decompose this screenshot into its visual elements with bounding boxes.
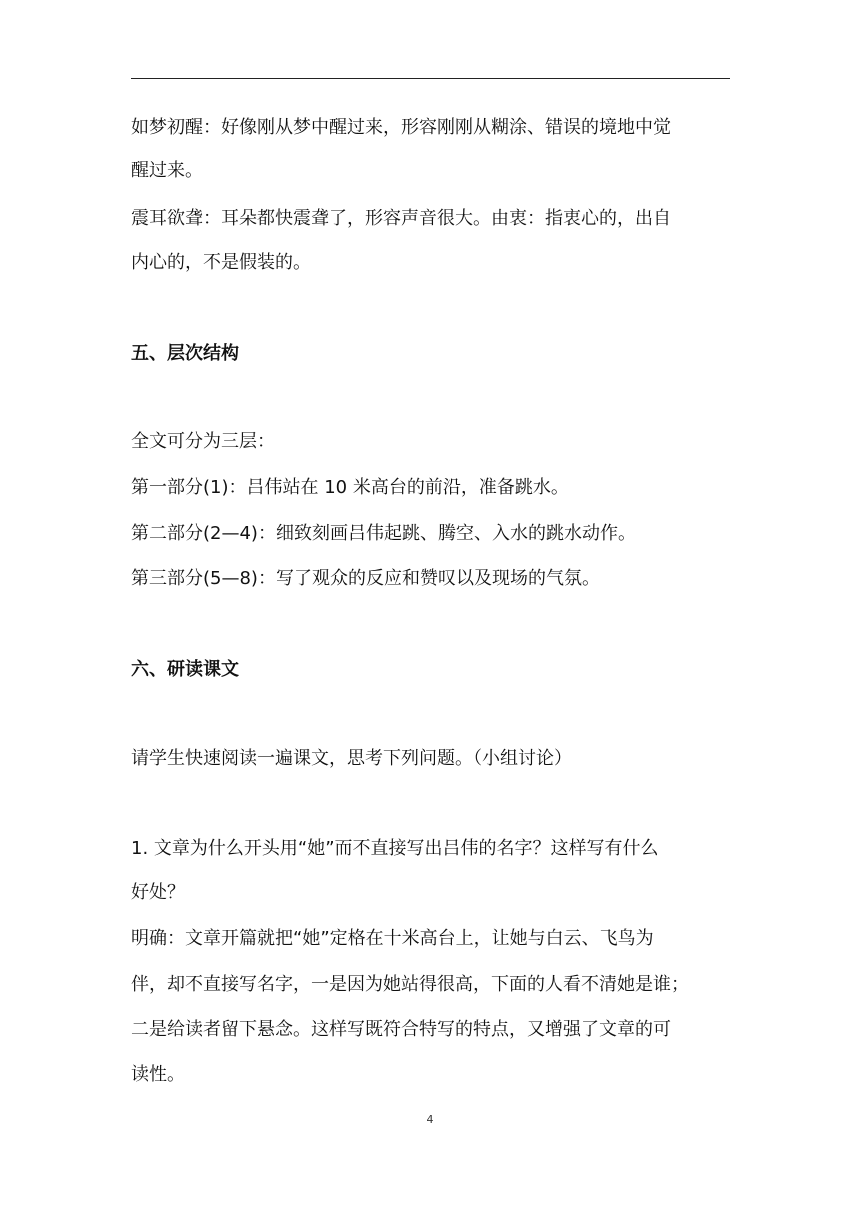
section-instruction: 请学生快速阅读一遍课文，思考下列问题。（小组讨论） (131, 748, 572, 769)
answer-text: 明确：文章开篇就把“她”定格在十米高台上，让她与白云、飞鸟为 (131, 928, 654, 949)
header-rule (131, 78, 730, 79)
question-text: 1. 文章为什么开头用“她”而不直接写出吕伟的名字？这样写有什么 (131, 838, 659, 859)
text-line: 震耳欲聋：耳朵都快震聋了，形容声音很大。由衷：指衷心的，出自 (131, 208, 671, 229)
text-line: 如梦初醒：好像刚从梦中醒过来，形容刚刚从糊涂、错误的境地中觉 (131, 117, 671, 138)
answer-text: 读性。 (131, 1064, 185, 1085)
page-number: 4 (426, 1113, 434, 1126)
text-line: 内心的，不是假装的。 (131, 252, 311, 273)
part-item: 第三部分(5—8)：写了观众的反应和赞叹以及现场的气氛。 (131, 568, 600, 589)
section-heading: 六、研读课文 (131, 659, 239, 680)
question-text: 好处？ (131, 882, 185, 903)
part-item: 第一部分(1)：吕伟站在 10 米高台的前沿，准备跳水。 (131, 477, 569, 498)
answer-text: 二是给读者留下悬念。这样写既符合特写的特点，又增强了文章的可 (131, 1019, 671, 1040)
part-item: 第二部分(2—4)：细致刻画吕伟起跳、腾空、入水的跳水动作。 (131, 523, 636, 544)
section-intro: 全文可分为三层： (131, 431, 275, 452)
answer-text: 伴，却不直接写名字，一是因为她站得很高，下面的人看不清她是谁； (131, 974, 689, 995)
section-heading: 五、层次结构 (131, 343, 239, 364)
text-line: 醒过来。 (131, 160, 203, 181)
